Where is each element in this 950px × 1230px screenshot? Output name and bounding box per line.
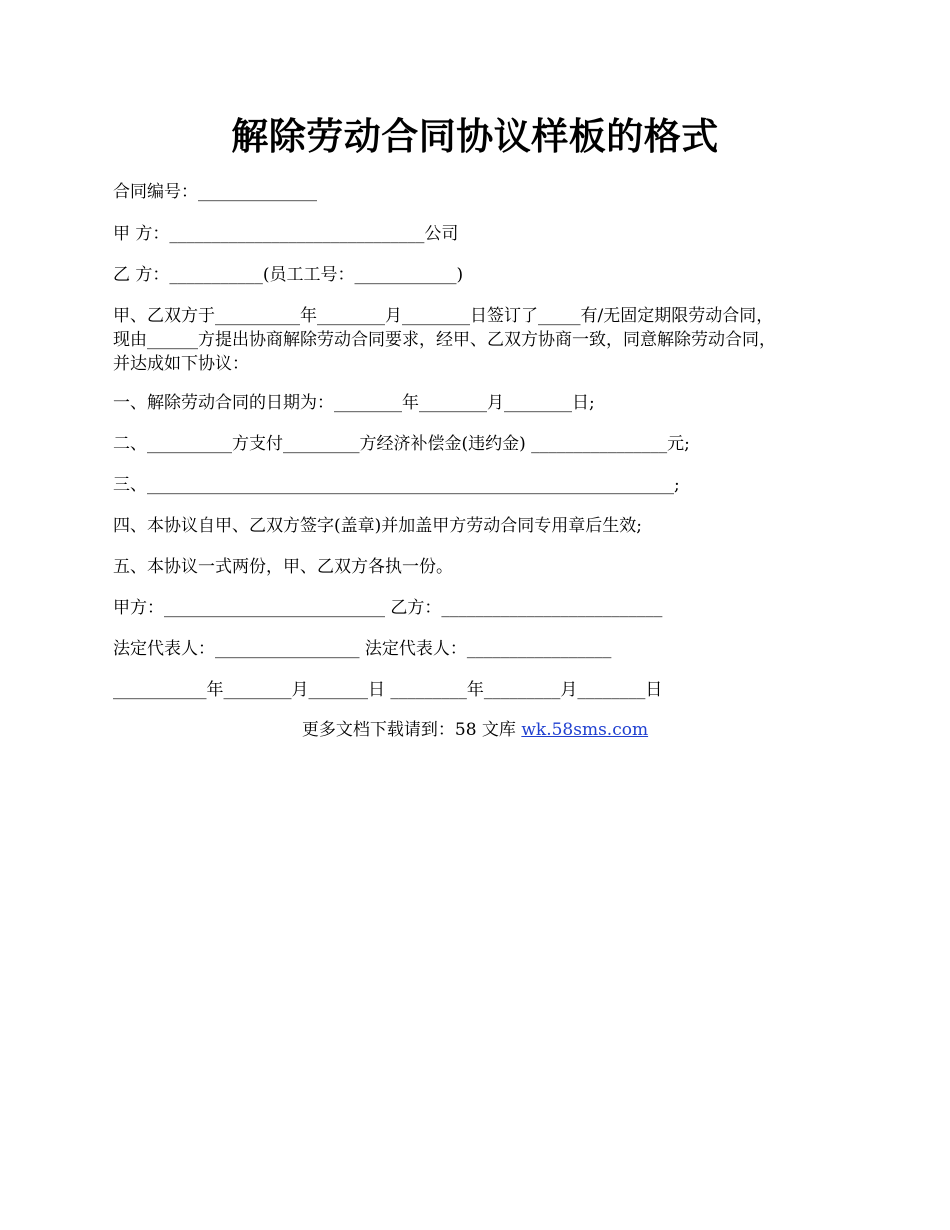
intro-paragraph-line-2: 现由______方提出协商解除劳动合同要求，经甲、乙双方协商一致，同意解除劳动合同，: [113, 330, 776, 350]
document-title: 解除劳动合同协议样板的格式: [231, 114, 719, 158]
legal-representative-line: 法定代表人：_________________ 法定代表人：_________________: [113, 639, 612, 659]
clause-1: 一、解除劳动合同的日期为：________年________月________日;: [113, 393, 595, 413]
clause-4: 四、本协议自甲、乙双方签字(盖章)并加盖甲方劳动合同专用章后生效;: [113, 516, 642, 536]
footer: [0, 718, 950, 742]
clause-3: 三、______________________________________________________________;: [113, 475, 680, 495]
party-b-line: 乙 方：___________(员工工号：____________): [113, 265, 464, 285]
contract-number-line: 合同编号：______________: [113, 182, 317, 202]
date-line: ___________年________月_______日 _________年_________月________日: [113, 680, 663, 700]
signature-line: 甲方：__________________________ 乙方：__________________________: [113, 598, 663, 618]
clause-5: 五、本协议一式两份，甲、乙双方各执一份。: [113, 557, 453, 577]
party-a-line: 甲 方：______________________________公司: [113, 224, 459, 244]
intro-paragraph-line-3: 并达成如下协议：: [113, 354, 249, 374]
intro-paragraph-line-1: 甲、乙双方于__________年________月________日签订了_____有/无固定期限劳动合同，: [113, 306, 774, 326]
footer-text: 更多文档下载请到：58 文库: [301, 720, 522, 740]
footer-link[interactable]: wk.58sms.com: [521, 720, 649, 740]
clause-2: 二、__________方支付_________方经济补偿金(违约金) ________________元;: [113, 434, 690, 454]
